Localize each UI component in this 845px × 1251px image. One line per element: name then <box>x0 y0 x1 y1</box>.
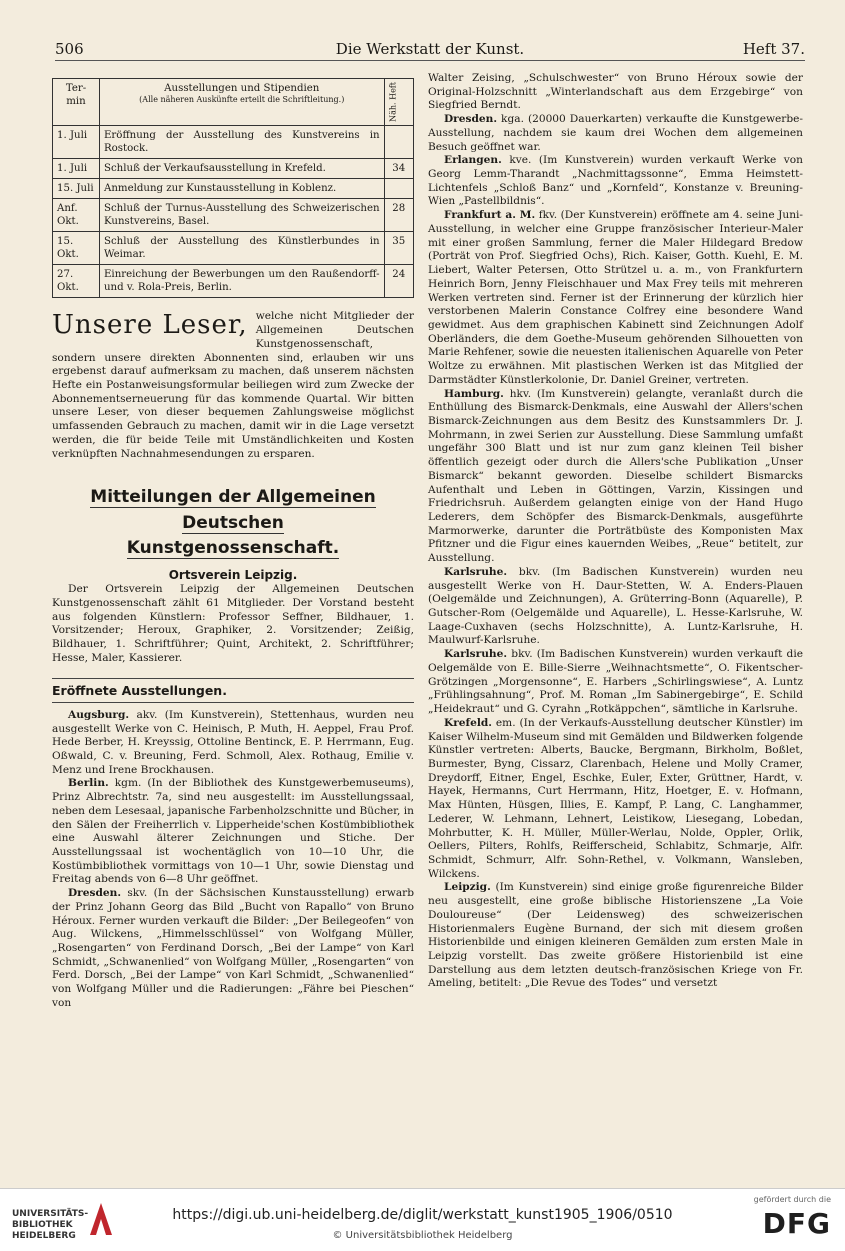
row-text: Schluß der Verkaufsausstellung in Krefeld. <box>100 159 385 179</box>
table-row <box>53 179 414 199</box>
row-issue: 35 <box>384 232 413 265</box>
entry <box>428 717 803 882</box>
row-text: Eröffnung der Ausstellung des Kunstvereins in Rostock. <box>100 125 385 158</box>
dfg-logo: DFG <box>762 1207 831 1240</box>
entry <box>428 566 803 648</box>
section-heading <box>52 485 414 562</box>
row-issue <box>384 125 413 158</box>
entry-text: kga. (20000 Dauerkarten) verkaufte die Kunstgewerbe-Ausstellung, nachdem sie kaum drei Wochen dem allgemeinen Besuch geöffnet war. <box>428 113 803 153</box>
row-text: Anmeldung zur Kunstausstellung in Koblenz. <box>100 179 385 199</box>
row-date: Anf. Okt. <box>53 199 100 232</box>
entry <box>52 777 414 887</box>
entry-text: kgm. (In der Bibliothek des Kunstgewerbemuseums), Prinz Albrechtstr. 7a, sind neu ausgestellt: im Ausstellungssaal, neben dem Lesesaal, japanische Farbenholzschnitte und Bücher, in den Sälen der Freiherrlich v. Lipperheide'schen Kostümbibliothek eine Auswahl älterer Zeichnungen und Stiche. Der Ausstellungssaal ist wochentäglich von 10—10 Uhr, die Kostümbibliothek vormittags von 10—1 Uhr, sowie Dienstag und Freitag abends von 6—8 Uhr geöffnet. <box>52 777 414 886</box>
entry <box>428 648 803 717</box>
readers-notice-text: welche nicht Mitglieder der Allgemeinen Deutschen Kunstgenossenschaft, sondern unsere direkten Abonnenten sind, erlauben wir uns ergebenst darauf aufmerksam zu machen, daß unserem nächsten Hefte ein Postanweisungsformular beiliegen wird zum Zwecke der Abonnementserneuerung für das kommende Quartal. Wir bitten unsere Leser, von dieser bequemen Zahlungsweise möglichst umfassenden Gebrauch zu machen, damit wir in die Lage versetzt werden, die für beide Teile mit Umständlichkeiten und Kosten verknüpften Nachnahmesendungen zu ersparen. <box>52 310 414 460</box>
row-date: 15. Juli <box>53 179 100 199</box>
subsection-heading: Ortsverein Leipzig. <box>168 567 298 582</box>
right-column <box>428 72 803 991</box>
journal-title: Die Werkstatt der Kunst. <box>335 40 525 58</box>
entry-place: Dresden. <box>444 113 498 126</box>
entry <box>52 709 414 778</box>
entry-place: Frankfurt a. M. <box>444 209 536 222</box>
digitization-footer <box>0 1188 845 1251</box>
entry-text: fkv. (Der Kunstverein) eröffnete am 4. seine Juni-Ausstellung, in welcher eine Gruppe französischer Interieur-Maler mit einer großen Sammlung, ferner die Maler Hildegard Bredow (Porträt von Prof. Siegfried Ochs), Rich. Kaiser, Gotth. Kuehl, E. M. Liebert, Walter Petersen, Otto Strützel u. a. m., von Frankfurtern Heinrich Born, Jenny Fleischhauer und Max Frey teils mit mehreren Werken vertreten sind. Ferner ist der Erinnerung der kürzlich hier verstorbenen Malerin Constance Colfrey eine besondere Wand gewidmet. Aus dem graphischen Kabinett sind Zeichnungen Adolf Oberländers, die dem Goethe-Museum gehörenden Silhouetten von Marie Rehfener, sowie die neuesten italienischen Aquarelle von Peter Woltze zu erwähnen. Mit plastischen Werken ist das Mitglied der Darmstädter Künstlerkolonie, Dr. Daniel Greiner, vertreten. <box>428 209 803 386</box>
row-text: Schluß der Turnus-Ausstellung des Schweizerischen Kunstvereins, Basel. <box>100 199 385 232</box>
entry <box>428 209 803 387</box>
row-issue: 34 <box>384 159 413 179</box>
entry-text: skv. (In der Sächsischen Kunstausstellung) erwarb der Prinz Johann Georg das Bild „Bucht von Rapallo“ von Bruno Héroux. Ferner wurden verkauft die Bilder: „Der Beilegeofen“ von Aug. Wilckens, „Himmelsschlüssel“ von Wolfgang Müller, „Rosengarten“ von Ferdinand Dorsch, „Bei der Lampe“ von Karl Schmidt, „Schwanenlied“ von Wolfgang Müller, „Rosengarten“ von Ferd. Dorsch, „Bei der Lampe“ von Karl Schmidt, „Schwanenlied“ von Wolfgang Müller und die Radierungen: „Fähre bei Pieschen“ von <box>52 887 414 1009</box>
library-name-line2: BIBLIOTHEK <box>12 1219 73 1230</box>
row-date: 1. Juli <box>53 125 100 158</box>
header-date: Ter-min <box>53 79 100 126</box>
running-header <box>55 38 805 61</box>
divider <box>52 678 414 679</box>
row-date: 1. Juli <box>53 159 100 179</box>
page-number: 506 <box>55 40 84 58</box>
header-subtitle: (Alle näheren Auskünfte erteilt die Schriftleitung.) <box>139 95 345 105</box>
row-text: Einreichung der Bewerbungen um den Raußendorff- und v. Rola-Preis, Berlin. <box>100 265 385 298</box>
entry-text: akv. (Im Kunstverein), Stettenhaus, wurden neu ausgestellt Werke von C. Heinisch, P. Muth, H. Aeppel, Frau Prof. Hede Berber, H. Kreyssig, Ottoline Bentinck, E. P. Herrmann, Eug. Oßwald, C. v. Breuning, Ferd. Schmoll, Alex. Rothaug, Emilie v. Menz und Irene Brockhausen. <box>52 708 414 776</box>
header-title-text: Ausstellungen und Stipendien <box>164 83 320 94</box>
entry <box>428 388 803 566</box>
entry-text: kve. (Im Kunstverein) wurden verkauft Werke von Georg Lemm-Tharandt „Nachmittagssonne“, Emma Heimstett-Lichtenfels „Schloß Banz“ und „Kornfeld“, Konstanze v. Breuning-Wien „Pastellbildnis“. <box>428 154 803 208</box>
funding-note: gefördert durch die <box>753 1195 831 1204</box>
ortsverein-text: Der Ortsverein Leipzig der Allgemeinen Deutschen Kunstgenossenschaft zählt 61 Mitglieder. Der Vorstand besteht aus folgenden Künstlern: Professor Seffner, Bildhauer, 1. Vorsitzender; Heroux, Graphiker, 2. Vorsitzender; Zeißig, Bildhauer, 1. Schriftführer; Quint, Architekt, 2. Schriftführer; Hesse, Maler, Kassierer. <box>52 583 414 664</box>
row-issue: 28 <box>384 199 413 232</box>
row-date: 27. Okt. <box>53 265 100 298</box>
library-name-line3: HEIDELBERG <box>12 1230 76 1241</box>
table-row <box>53 159 414 179</box>
readers-notice-title: Unsere Leser, <box>52 310 248 341</box>
library-name-line1: UNIVERSITÄTS- <box>12 1209 89 1219</box>
exhibitions-heading: Eröffnete Ausstellungen. <box>52 683 414 703</box>
entry <box>428 881 803 991</box>
table-row <box>53 199 414 232</box>
row-issue: 24 <box>384 265 413 298</box>
entry <box>52 887 414 1010</box>
table-row <box>53 125 414 158</box>
entry-place: Erlangen. <box>444 154 502 167</box>
entry-place: Augsburg. <box>68 708 130 721</box>
issue-label: Heft 37. <box>742 40 805 58</box>
entry-text: bkv. (Im Badischen Kunstverein) wurden neu ausgestellt Werke von H. Daur-Stetten, W. A. Enders-Plauen (Oelgemälde und Zeichnungen), A. Grüterring-Bonn (Aquarelle), P. Gutscher-Rom (Oelgemälde und Aquarelle), L. Hesse-Karlsruhe, W. Laage-Cuxhaven (sechs Holzschnitte), A. Luntz-Karlsruhe, H. Maulwurf-Karlsruhe. <box>428 565 803 647</box>
entry <box>428 113 803 154</box>
entry-place: Krefeld. <box>444 716 492 729</box>
entry-continuation: Walter Zeising, „Schulschwester“ von Bruno Héroux sowie der Original-Holzschnitt „Winterlandschaft aus dem Erzgebirge“ von Siegfried Berndt. <box>428 72 803 112</box>
entry-text: em. (In der Verkaufs-Ausstellung deutscher Künstler) im Kaiser Wilhelm-Museum sind mit Gemälden und Bildwerken folgende Künstler vertreten: Alberts, Baucke, Bergmann, Birkholm, Boßlet, Burmester, Byng, Cissarz, Clarenbach, Helene und Molly Cramer, Dreydorff, Eitner, Engel, Eschke, Euler, Exter, Grüttner, Hardt, v. Hayek, Hermanns, Curt Herrmann, Hitz, Hoetger, E. v. Hofmann, Max Hünten, Hüsgen, Illies, E. Kampf, P. Lang, C. Langhammer, Lederer, W. Lehmann, Lehnert, Leistikow, Liesegang, Lobedan, Mohrbutter, K. H. Müller, Müller-Werlau, Nolde, Oppler, Orlik, Oellers, Pilters, Rohlfs, Reifferscheid, Schlabitz, Schmarje, Alfr. Schmidt, Schmurr, Alfr. Sohn-Rethel, v. Volkmann, Wansleben, Wilckens. <box>428 716 803 880</box>
permalink[interactable]: https://digi.ub.uni-heidelberg.de/diglit/werkstatt_kunst1905_1906/0510 <box>172 1207 673 1223</box>
copyright: © Universitätsbibliothek Heidelberg <box>332 1230 513 1241</box>
entry <box>428 154 803 209</box>
entry-text: bkv. (Im Badischen Kunstverein) wurden verkauft die Oelgemälde von E. Bille-Sierre „Weihnachtsmette“, O. Fikentscher-Grötzingen „Morgensonne“, E. Harbers „Schirlingswiese“, A. Luntz „Frühlingsahnung“, Prof. M. Roman „Im Sabinergebirge“, E. Schild „Heidekraut“ und G. Cyrahn „Rotkäppchen“, sämtliche in Karlsruhe. <box>428 648 803 716</box>
header-title <box>100 79 385 126</box>
entry-place: Karlsruhe. <box>444 565 508 578</box>
table-row <box>53 232 414 265</box>
entry-place: Leipzig. <box>444 881 491 894</box>
header-issue: Näh. Heft <box>384 79 413 126</box>
entry-text: hkv. (Im Kunstverein) gelangte, veranlaßt durch die Enthüllung des Bismarck-Denkmals, eine Auswahl der Allers'schen Bismarck-Zeichnungen aus dem Besitz des Kunstsammlers Dr. J. Mohrmann, in zwei Serien zur Ausstellung. Diese Sammlung umfaßt ungefähr 300 Blatt und ist nur zum ganz kleinen Teil bisher öffentlich gezeigt oder durch die Allers'sche Publikation „Unser Bismarck“ bekannt geworden. Dieselbe schildert Bismarcks Aufenthalt und Leben in Göttingen, Varzin, Kissingen und Friedrichsruh. Außerdem gelangten einige von der Hand Hugo Lederers, dem Schöpfer des Bismarck-Denkmals, ausgeführte Marmorwerke, darunter die Porträtbüste des Komponisten Max Pfitzner und die Figur eines kauernden Weibes, „Reue“ betitelt, zur Ausstellung. <box>428 387 803 565</box>
exhibitions-table <box>52 78 414 298</box>
readers-notice <box>52 310 414 461</box>
table-header-row <box>53 79 414 126</box>
table-row <box>53 265 414 298</box>
row-text: Schluß der Ausstellung des Künstlerbundes in Weimar. <box>100 232 385 265</box>
entry-place: Berlin. <box>68 777 109 790</box>
entry-place: Dresden. <box>68 887 122 900</box>
row-date: 15. Okt. <box>53 232 100 265</box>
entry-text: (Im Kunstverein) sind einige große figurenreiche Bilder neu ausgestellt, eine große biblische Historienszene „La Voie Douloureuse“ (Der Leidensweg) des schweizerischen Historienmalers Eugène Burnand, der sich mit diesem großen Historienbilde und einigen kleineren Gemälden zum ersten Male in Leipzig vorstellt. Das zweite größere Historienbild ist eine Darstellung aus dem letzten deutsch-französischen Kriege von Fr. Ameling, betitelt: „Die Revue des Todes“ und versetzt <box>428 881 804 990</box>
entry-place: Hamburg. <box>444 387 504 400</box>
section-heading-line1: Mitteilungen der Allgemeinen Deutschen <box>90 487 376 533</box>
left-column <box>52 72 414 1011</box>
section-heading-line2: Kunstgenossenschaft. <box>126 538 340 559</box>
row-issue <box>384 179 413 199</box>
entry-place: Karlsruhe. <box>444 648 508 661</box>
